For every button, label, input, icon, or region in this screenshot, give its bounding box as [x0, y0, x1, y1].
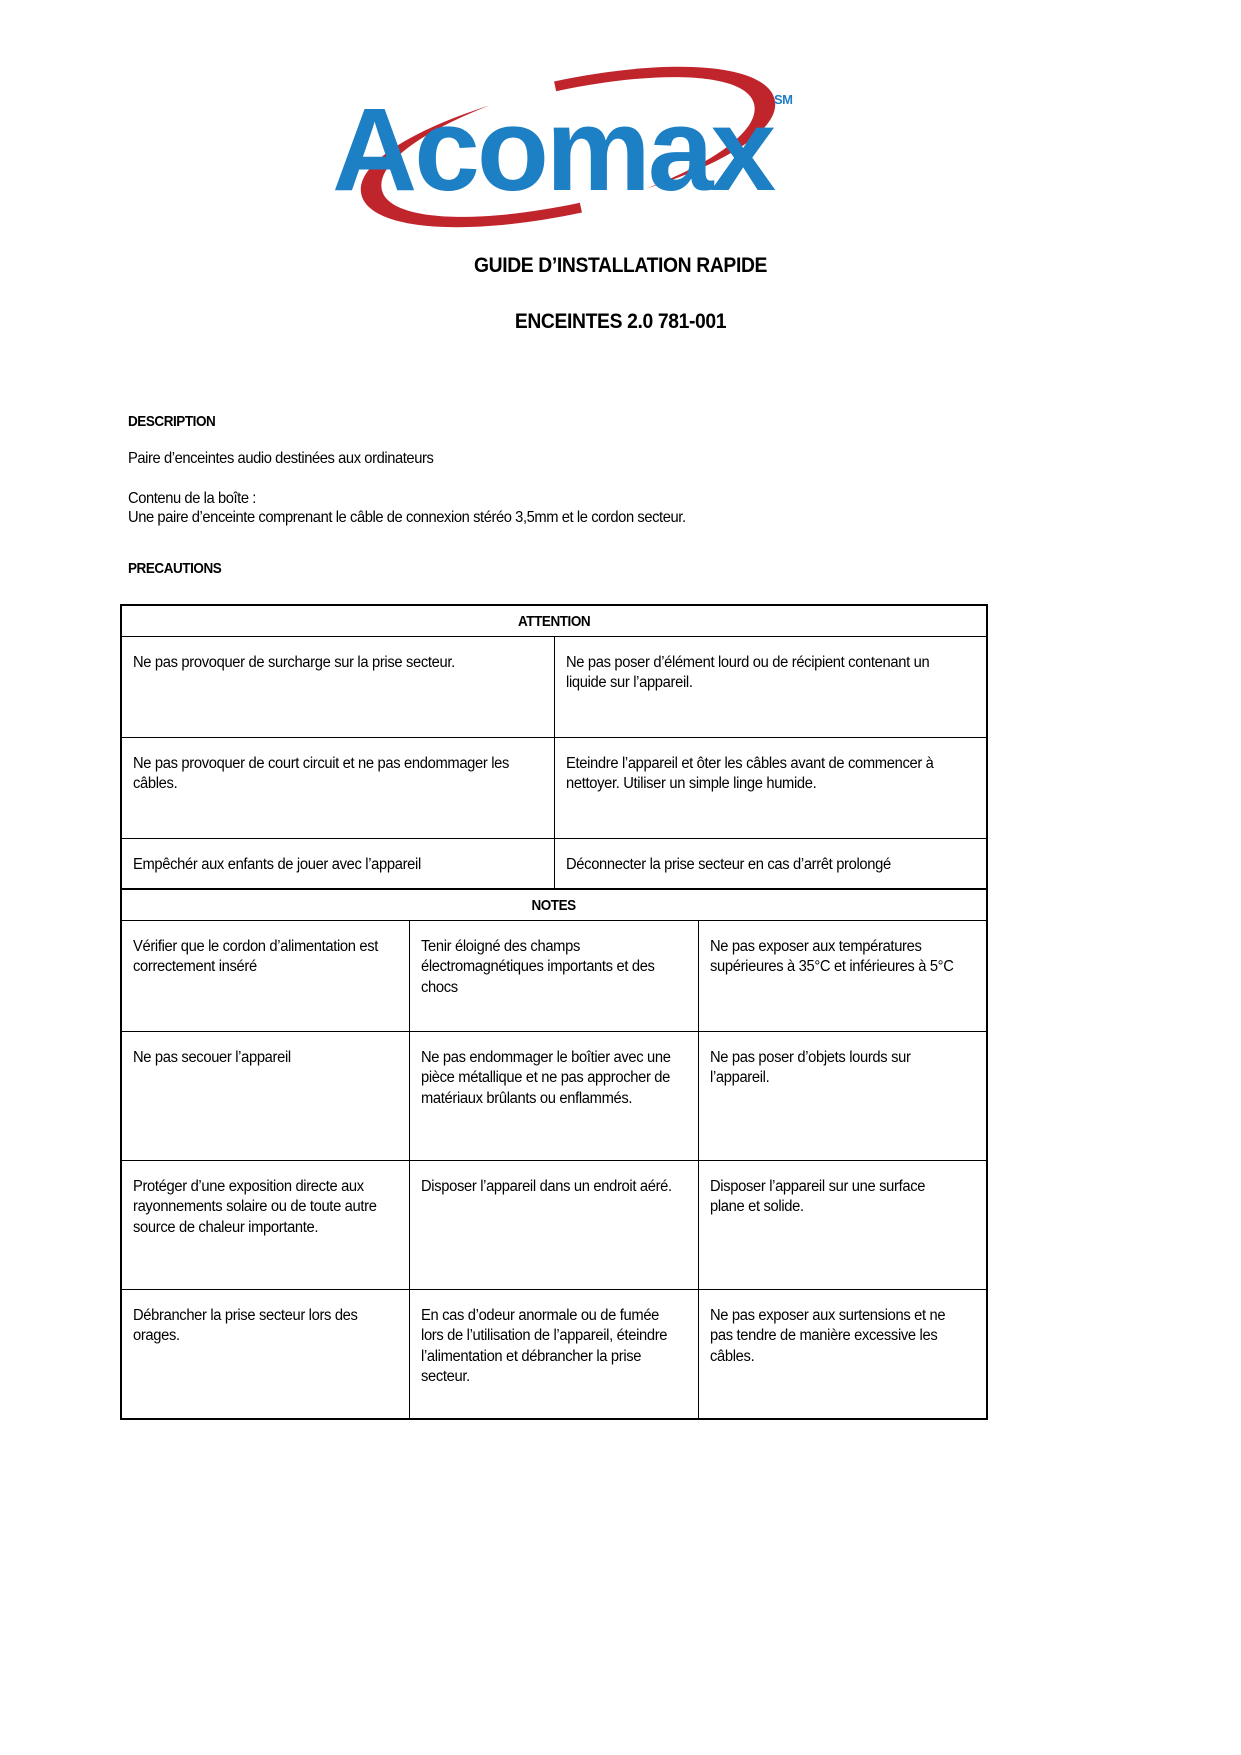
table-row: [121, 921, 987, 1032]
notes-cell: [410, 1032, 699, 1161]
notes-cell: [121, 921, 410, 1032]
notes-cell-text: Ne pas poser d’objets lourds sur l’appareil.: [709, 1049, 911, 1087]
notes-table: [120, 888, 988, 1420]
description-line: Paire d’enceintes audio destinées aux ordinateurs: [128, 450, 434, 467]
box-contents-label: Contenu de la boîte :: [128, 490, 256, 507]
attention-table-header: [121, 605, 987, 637]
notes-cell: [698, 1032, 987, 1161]
notes-cell: [698, 921, 987, 1032]
notes-table-header: [121, 889, 987, 921]
section-heading-description: DESCRIPTION: [128, 413, 216, 430]
page-subtitle: ENCEINTES 2.0 781-001: [514, 310, 727, 333]
table-row: [121, 637, 987, 738]
section-heading-precautions: PRECAUTIONS: [128, 560, 222, 577]
table-header-row: [121, 605, 987, 637]
notes-cell-text: En cas d’odeur anormale ou de fumée lors de l’utilisation de l’appareil, éteindre l’alimentation et débrancher la prise secteur.: [421, 1307, 668, 1386]
table-row: [121, 1161, 987, 1290]
notes-cell-text: Disposer l’appareil sur une surface plane et solide.: [709, 1178, 925, 1216]
notes-cell-text: Ne pas exposer aux températures supérieures à 35°C et inférieures à 5°C: [709, 938, 954, 976]
notes-cell-text: Vérifier que le cordon d’alimentation est correctement inséré: [133, 938, 379, 976]
notes-cell-text: Disposer l’appareil dans un endroit aéré.: [421, 1178, 672, 1195]
page-title: GUIDE D’INSTALLATION RAPIDE: [473, 254, 768, 277]
table-row: [121, 1032, 987, 1161]
box-contents-detail: Une paire d’enceinte comprenant le câble de connexion stéréo 3,5mm et le cordon secteur.: [128, 509, 686, 526]
acomax-logo: [318, 62, 818, 232]
attention-cell-text: Ne pas provoquer de surcharge sur la prise secteur.: [133, 654, 455, 671]
notes-cell-text: Ne pas endommager le boîtier avec une pièce métallique et ne pas approcher de matériaux brûlants ou enflammés.: [421, 1049, 671, 1107]
table-row: [121, 738, 987, 839]
notes-cell-text: Protéger d’une exposition directe aux rayonnements solaire ou de toute autre source de chaleur importante.: [133, 1178, 377, 1236]
attention-cell-text: Eteindre l’appareil et ôter les câbles avant de commencer à nettoyer. Utiliser un simple linge humide.: [565, 755, 934, 793]
attention-cell-text: Déconnecter la prise secteur en cas d’arrêt prolongé: [565, 856, 891, 873]
notes-cell: [121, 1032, 410, 1161]
notes-cell: [121, 1290, 410, 1420]
attention-cell-text: Ne pas poser d’élément lourd ou de récipient contenant un liquide sur l’appareil.: [565, 654, 929, 692]
acomax-logo-graphic: [318, 62, 818, 232]
attention-cell: [121, 637, 554, 738]
attention-cell-text: Empêchér aux enfants de jouer avec l’appareil: [133, 856, 421, 873]
table-header-row: [121, 889, 987, 921]
attention-cell: [554, 738, 987, 839]
attention-table: [120, 604, 988, 923]
notes-cell: [121, 1161, 410, 1290]
table-row: [121, 1290, 987, 1420]
notes-header-label: NOTES: [531, 896, 577, 914]
notes-cell-text: Ne pas secouer l’appareil: [133, 1049, 291, 1066]
notes-cell: [410, 921, 699, 1032]
notes-cell-text: Débrancher la prise secteur lors des orages.: [133, 1307, 358, 1345]
notes-cell: [410, 1161, 699, 1290]
notes-cell-text: Tenir éloigné des champs électromagnétiques importants et des chocs: [421, 938, 655, 996]
notes-cell: [698, 1161, 987, 1290]
notes-cell-text: Ne pas exposer aux surtensions et ne pas tendre de manière excessive les câbles.: [709, 1307, 946, 1365]
notes-cell: [698, 1290, 987, 1420]
attention-cell: [121, 738, 554, 839]
attention-cell: [554, 637, 987, 738]
attention-header-label: ATTENTION: [517, 612, 591, 630]
trademark-icon: SM: [774, 92, 793, 107]
attention-cell-text: Ne pas provoquer de court circuit et ne pas endommager les câbles.: [133, 755, 510, 793]
notes-cell: [410, 1290, 699, 1420]
logo-wordmark: Acomax: [332, 84, 774, 216]
